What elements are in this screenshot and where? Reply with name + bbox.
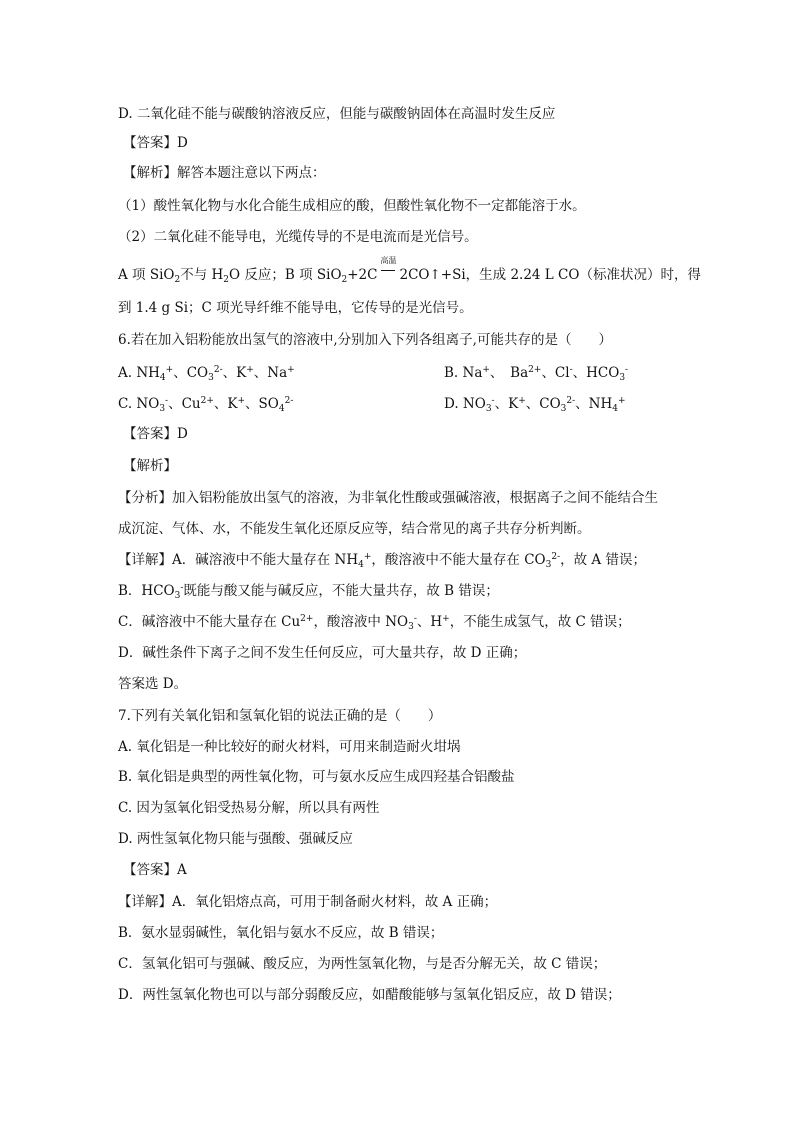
q7-detail-c: C．氢氧化铝可与强碱、酸反应，为两性氢氧化物，与是否分解无关，故 C 错误； (118, 956, 607, 972)
q7-option-d: D. 两性氢氧化物只能与强酸、强碱反应 (118, 831, 353, 847)
q6-stem: 6.若在加入铝粉能放出氢气的溶液中,分别加入下列各组离子,可能共存的是（ ） (118, 332, 612, 348)
q6-option-b: B. Na+、 $Ba^{2+}$、Cl-、$HCO_3^-$ (444, 365, 629, 383)
q7-option-c: C. 因为氢氧化铝受热易分解，所以具有两性 (118, 800, 380, 816)
q6-options-row-2 (118, 394, 626, 414)
q5-answer: 【答案】D (123, 135, 188, 151)
q6-detail-d: D．碱性条件下离子之间不发生任何反应，可大量共存，故 D 正确； (118, 645, 527, 661)
q7-answer: 【答案】A (123, 862, 187, 878)
q7-detail-d: D．两性氢氧化物也可以与部分弱酸反应，如醋酸能够与氢氧化铝反应，故 D 错误； (118, 987, 621, 1003)
q5-point-1: （1）酸性氧化物与水化合能生成相应的酸，但酸性氧化物不一定都能溶于水。 (118, 198, 586, 214)
q7-option-b: B. 氧化铝是典型的两性氧化物，可与氨水反应生成四羟基合铝酸盐 (118, 769, 515, 785)
q6-answer: 【答案】D (123, 426, 188, 442)
q6-detail-b: B．$HCO_3^-$既能与酸又能与碱反应，不能大量共存，故 B 错误； (118, 583, 499, 601)
q5-point-2: （2）二氧化硅不能导电，光缆传导的不是电流而是光信号。 (118, 229, 478, 245)
q6-detail-c: C．碱溶液中不能大量存在 $Cu^{2+}$，酸溶液中 $NO_3^-$、H+，不能生成氢气，故 C 错误； (118, 614, 631, 632)
q6-fenxi-line-1: 【分析】加入铝粉能放出氢气的溶液，为非氧化性酸或强碱溶液，根据离子之间不能结合生 (118, 490, 658, 506)
q7-stem: 7.下列有关氧化铝和氢氧化铝的说法正确的是（ ） (118, 708, 442, 724)
q5-analysis-intro: 【解析】解答本题注意以下两点： (123, 165, 326, 181)
q5-explain-line-1: A 项 SiO$_2$不与 $H_2O$ 反应；B 项 SiO$_2$+2C 高温 2CO↑+Si，生成 2.24 L CO（标准状况）时，得 (118, 256, 701, 285)
q6-conclusion: 答案选 D。 (118, 676, 188, 692)
q6-options-row-1 (118, 363, 629, 383)
q6-analysis-label: 【解析】 (123, 458, 177, 474)
q6-fenxi-line-2: 成沉淀、气体、水，不能发生氧化还原反应等，结合常见的离子共存分析判断。 (118, 521, 591, 537)
q6-detail-a: 【详解】A．碱溶液中不能大量存在 $NH_4^+$，酸溶液中不能大量存在 $CO_3^{2-}$，故 A 错误； (118, 552, 646, 570)
q6-option-a: A. $NH_4^+$、$CO_3^{2-}$、K+、Na+ (118, 365, 295, 383)
reaction-condition-mark: 高温 (377, 265, 399, 285)
q5-explain-line-2: 到 1.4 g Si；C 项光导纤维不能导电，它传导的是光信号。 (118, 300, 473, 316)
q7-option-a: A. 氧化铝是一种比较好的耐火材料，可用来制造耐火坩埚 (118, 739, 461, 755)
q6-option-c: C. $NO_3^-$、$Cu^{2+}$、K+、$SO_4^{2-}$ (118, 396, 294, 414)
q5-option-d: D. 二氧化硅不能与碳酸钠溶液反应，但能与碳酸钠固体在高温时发生反应 (118, 106, 556, 122)
q7-detail-a: 【详解】A．氧化铝熔点高，可用于制备耐火材料，故 A 正确； (118, 894, 498, 910)
q7-detail-b: B．氨水显弱碱性，氧化铝与氨水不反应，故 B 错误； (118, 925, 444, 941)
q6-option-d: D. $NO_3^-$、K+、$CO_3^{2-}$、$NH_4^+$ (444, 396, 626, 414)
